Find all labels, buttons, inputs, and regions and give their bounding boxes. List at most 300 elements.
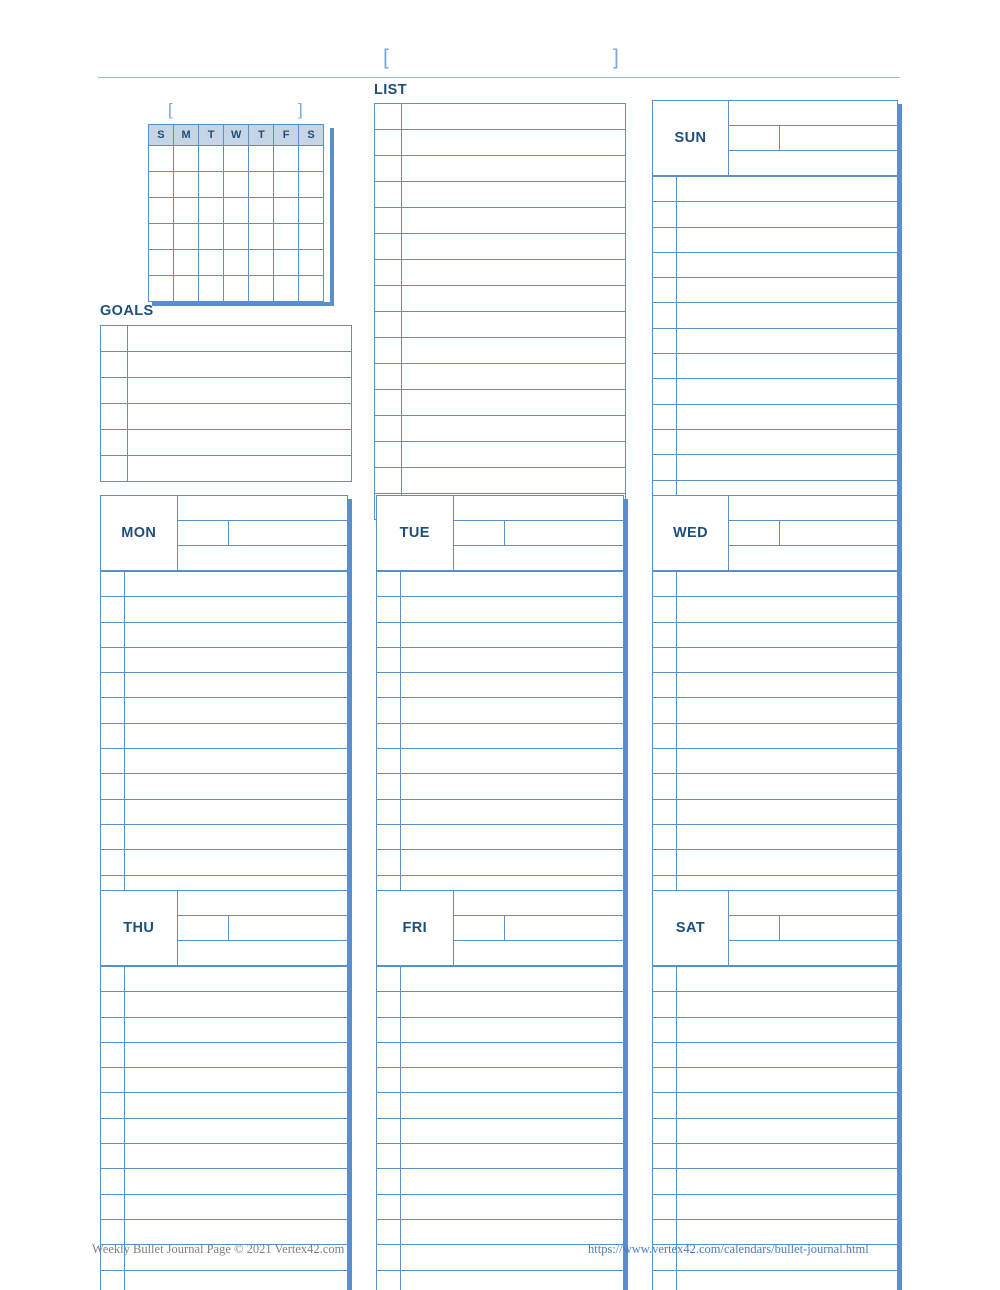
checkbox-cell[interactable]	[101, 378, 128, 404]
day-entry-cell[interactable]	[125, 992, 348, 1017]
day-top-field-2b[interactable]	[505, 521, 624, 546]
checkbox-cell[interactable]	[377, 824, 401, 849]
mini-calendar-day-cell[interactable]	[173, 250, 198, 276]
checkbox-cell[interactable]	[653, 572, 677, 597]
mini-calendar-day-cell[interactable]	[149, 276, 174, 302]
day-top-field-2a[interactable]	[453, 916, 505, 941]
day-header-mon[interactable]	[100, 495, 348, 571]
checkbox-cell[interactable]	[101, 967, 125, 992]
day-entry-cell[interactable]	[125, 824, 348, 849]
checkbox-cell[interactable]	[101, 673, 125, 698]
checkbox-cell[interactable]	[101, 1093, 125, 1118]
checkbox-cell[interactable]	[653, 177, 677, 202]
checkbox-cell[interactable]	[653, 429, 677, 454]
mini-calendar-day-cell[interactable]	[274, 250, 299, 276]
day-entry-cell[interactable]	[125, 1068, 348, 1093]
day-top-field-3[interactable]	[177, 546, 347, 571]
mini-calendar-day-cell[interactable]	[274, 172, 299, 198]
list-text-cell[interactable]	[402, 442, 626, 468]
checkbox-cell[interactable]	[653, 379, 677, 404]
mini-calendar-day-cell[interactable]	[149, 250, 174, 276]
mini-calendar-day-cell[interactable]	[149, 172, 174, 198]
day-top-field-1[interactable]	[728, 891, 897, 916]
checkbox-cell[interactable]	[375, 416, 402, 442]
day-top-field-2b[interactable]	[505, 916, 624, 941]
mini-calendar-day-cell[interactable]	[274, 276, 299, 302]
day-entry-cell[interactable]	[677, 1042, 898, 1067]
checkbox-cell[interactable]	[375, 104, 402, 130]
day-entry-cell[interactable]	[125, 597, 348, 622]
goal-text-cell[interactable]	[128, 404, 352, 430]
checkbox-cell[interactable]	[377, 622, 401, 647]
day-entry-cell[interactable]	[677, 647, 898, 672]
day-entry-cell[interactable]	[125, 673, 348, 698]
day-entry-cell[interactable]	[677, 1219, 898, 1244]
day-entry-cell[interactable]	[677, 673, 898, 698]
mini-calendar-day-cell[interactable]	[249, 224, 274, 250]
checkbox-cell[interactable]	[101, 1042, 125, 1067]
checkbox-cell[interactable]	[101, 1194, 125, 1219]
checkbox-cell[interactable]	[653, 1093, 677, 1118]
mini-calendar-day-cell[interactable]	[299, 276, 324, 302]
day-entry-cell[interactable]	[677, 1118, 898, 1143]
day-entry-cell[interactable]	[125, 1169, 348, 1194]
list-text-cell[interactable]	[402, 234, 626, 260]
day-body-wed[interactable]	[652, 571, 898, 926]
checkbox-cell[interactable]	[377, 992, 401, 1017]
day-entry-cell[interactable]	[401, 799, 624, 824]
mini-calendar-day-cell[interactable]	[173, 172, 198, 198]
checkbox-cell[interactable]	[377, 774, 401, 799]
day-header-fri[interactable]	[376, 890, 624, 966]
checkbox-cell[interactable]	[375, 468, 402, 494]
day-entry-cell[interactable]	[677, 967, 898, 992]
checkbox-cell[interactable]	[653, 647, 677, 672]
checkbox-cell[interactable]	[377, 1042, 401, 1067]
checkbox-cell[interactable]	[653, 1194, 677, 1219]
day-entry-cell[interactable]	[677, 799, 898, 824]
checkbox-cell[interactable]	[377, 1093, 401, 1118]
day-entry-cell[interactable]	[677, 850, 898, 875]
checkbox-cell[interactable]	[101, 430, 128, 456]
day-entry-cell[interactable]	[677, 1017, 898, 1042]
list-text-cell[interactable]	[402, 286, 626, 312]
day-body-tue[interactable]	[376, 571, 624, 926]
day-entry-cell[interactable]	[677, 1194, 898, 1219]
day-entry-cell[interactable]	[677, 429, 898, 454]
day-top-field-2a[interactable]	[728, 521, 779, 546]
day-entry-cell[interactable]	[677, 723, 898, 748]
checkbox-cell[interactable]	[101, 1017, 125, 1042]
day-entry-cell[interactable]	[677, 227, 898, 252]
checkbox-cell[interactable]	[101, 1118, 125, 1143]
checkbox-cell[interactable]	[375, 182, 402, 208]
day-entry-cell[interactable]	[677, 774, 898, 799]
checkbox-cell[interactable]	[653, 1068, 677, 1093]
mini-calendar-day-cell[interactable]	[149, 146, 174, 172]
checkbox-cell[interactable]	[101, 352, 128, 378]
checkbox-cell[interactable]	[101, 1219, 125, 1244]
day-top-field-1[interactable]	[728, 101, 897, 126]
day-header-wed[interactable]	[652, 495, 898, 571]
checkbox-cell[interactable]	[653, 992, 677, 1017]
day-entry-cell[interactable]	[125, 1042, 348, 1067]
checkbox-cell[interactable]	[653, 404, 677, 429]
day-top-field-2b[interactable]	[229, 916, 348, 941]
checkbox-cell[interactable]	[653, 1042, 677, 1067]
day-entry-cell[interactable]	[677, 404, 898, 429]
day-header-tue[interactable]	[376, 495, 624, 571]
checkbox-cell[interactable]	[377, 597, 401, 622]
day-entry-cell[interactable]	[125, 774, 348, 799]
day-top-field-3[interactable]	[728, 546, 897, 571]
day-entry-cell[interactable]	[401, 597, 624, 622]
day-entry-cell[interactable]	[677, 202, 898, 227]
checkbox-cell[interactable]	[375, 156, 402, 182]
day-entry-cell[interactable]	[677, 1068, 898, 1093]
day-entry-cell[interactable]	[401, 723, 624, 748]
day-entry-cell[interactable]	[677, 824, 898, 849]
list-text-cell[interactable]	[402, 182, 626, 208]
day-entry-row	[653, 622, 898, 647]
day-top-field-2b[interactable]	[780, 126, 898, 151]
day-entry-cell[interactable]	[401, 1042, 624, 1067]
list-text-cell[interactable]	[402, 390, 626, 416]
day-entry-cell[interactable]	[401, 1169, 624, 1194]
checkbox-cell[interactable]	[377, 673, 401, 698]
list-text-cell[interactable]	[402, 208, 626, 234]
day-entry-cell[interactable]	[401, 1093, 624, 1118]
mini-calendar-day-cell[interactable]	[223, 250, 248, 276]
day-top-field-2a[interactable]	[177, 521, 229, 546]
mini-calendar-month-field[interactable]	[148, 100, 330, 124]
checkbox-cell[interactable]	[377, 850, 401, 875]
list-table[interactable]	[374, 103, 626, 520]
day-entry-cell[interactable]	[125, 698, 348, 723]
list-text-cell[interactable]	[402, 468, 626, 494]
checkbox-cell[interactable]	[101, 1068, 125, 1093]
checkbox-cell[interactable]	[377, 1245, 401, 1270]
day-entry-cell[interactable]	[677, 749, 898, 774]
checkbox-cell[interactable]	[101, 698, 125, 723]
checkbox-cell[interactable]	[653, 1017, 677, 1042]
day-entry-cell[interactable]	[677, 572, 898, 597]
day-entry-cell[interactable]	[125, 647, 348, 672]
checkbox-cell[interactable]	[101, 850, 125, 875]
checkbox-cell[interactable]	[375, 286, 402, 312]
mini-calendar-day-cell[interactable]	[173, 146, 198, 172]
checkbox-cell[interactable]	[377, 572, 401, 597]
day-entry-cell[interactable]	[677, 455, 898, 480]
mini-calendar-day-cell[interactable]	[199, 276, 224, 302]
checkbox-cell[interactable]	[101, 1270, 125, 1290]
day-entry-cell[interactable]	[401, 647, 624, 672]
list-text-cell[interactable]	[402, 260, 626, 286]
day-entry-cell[interactable]	[125, 1144, 348, 1169]
day-entry-cell[interactable]	[125, 622, 348, 647]
day-top-field-2a[interactable]	[728, 916, 779, 941]
checkbox-cell[interactable]	[653, 1270, 677, 1290]
checkbox-cell[interactable]	[653, 278, 677, 303]
day-entry-cell[interactable]	[401, 1017, 624, 1042]
mini-calendar-day-cell[interactable]	[223, 198, 248, 224]
mini-calendar-day-cell[interactable]	[149, 198, 174, 224]
checkbox-cell[interactable]	[653, 1144, 677, 1169]
day-entry-cell[interactable]	[677, 1093, 898, 1118]
day-entry-cell[interactable]	[125, 1118, 348, 1143]
goal-text-cell[interactable]	[128, 430, 352, 456]
day-top-field-2a[interactable]	[728, 126, 779, 151]
checkbox-cell[interactable]	[101, 723, 125, 748]
checkbox-cell[interactable]	[377, 1194, 401, 1219]
day-entry-cell[interactable]	[125, 1017, 348, 1042]
checkbox-cell[interactable]	[653, 749, 677, 774]
mini-calendar-day-cell[interactable]	[249, 146, 274, 172]
list-text-cell[interactable]	[402, 130, 626, 156]
mini-calendar-day-cell[interactable]	[173, 224, 198, 250]
mini-calendar-day-cell[interactable]	[249, 172, 274, 198]
mini-calendar-day-cell[interactable]	[299, 172, 324, 198]
checkbox-cell[interactable]	[375, 234, 402, 260]
day-entry-cell[interactable]	[125, 572, 348, 597]
goal-text-cell[interactable]	[128, 456, 352, 482]
day-entry-cell[interactable]	[125, 850, 348, 875]
checkbox-cell[interactable]	[375, 338, 402, 364]
goal-text-cell[interactable]	[128, 326, 352, 352]
day-entry-cell[interactable]	[125, 799, 348, 824]
checkbox-cell[interactable]	[653, 252, 677, 277]
day-top-field-1[interactable]	[177, 496, 347, 521]
checkbox-cell[interactable]	[653, 328, 677, 353]
list-text-cell[interactable]	[402, 364, 626, 390]
checkbox-cell[interactable]	[377, 698, 401, 723]
mini-calendar-day-cell[interactable]	[223, 276, 248, 302]
checkbox-cell[interactable]	[377, 1118, 401, 1143]
day-top-field-2b[interactable]	[780, 521, 898, 546]
day-top-field-3[interactable]	[453, 941, 623, 966]
mini-calendar-day-cell[interactable]	[249, 198, 274, 224]
day-entry-cell[interactable]	[677, 177, 898, 202]
day-entry-cell[interactable]	[677, 597, 898, 622]
day-body-fri[interactable]	[376, 966, 624, 1290]
day-entry-cell[interactable]	[677, 278, 898, 303]
day-entry-cell[interactable]	[125, 1093, 348, 1118]
day-entry-cell[interactable]	[401, 967, 624, 992]
goal-text-cell[interactable]	[128, 378, 352, 404]
checkbox-cell[interactable]	[653, 1118, 677, 1143]
day-top-field-1[interactable]	[728, 496, 897, 521]
checkbox-cell[interactable]	[375, 130, 402, 156]
day-entry-cell[interactable]	[401, 1068, 624, 1093]
mini-calendar-day-cell[interactable]	[223, 172, 248, 198]
checkbox-cell[interactable]	[101, 326, 128, 352]
day-entry-cell[interactable]	[125, 749, 348, 774]
day-top-field-3[interactable]	[177, 941, 347, 966]
day-entry-cell[interactable]	[125, 723, 348, 748]
list-text-cell[interactable]	[402, 338, 626, 364]
day-entry-cell[interactable]	[401, 1144, 624, 1169]
checkbox-cell[interactable]	[375, 442, 402, 468]
checkbox-cell[interactable]	[377, 1017, 401, 1042]
day-top-field-2a[interactable]	[177, 916, 229, 941]
day-entry-cell[interactable]	[125, 1270, 348, 1290]
checkbox-cell[interactable]	[101, 404, 128, 430]
day-entry-cell[interactable]	[677, 622, 898, 647]
day-top-field-3[interactable]	[728, 151, 897, 176]
mini-calendar-day-cell[interactable]	[199, 198, 224, 224]
checkbox-cell[interactable]	[653, 723, 677, 748]
checkbox-cell[interactable]	[653, 597, 677, 622]
goal-text-cell[interactable]	[128, 352, 352, 378]
day-entry-cell[interactable]	[677, 1144, 898, 1169]
day-entry-cell[interactable]	[125, 1194, 348, 1219]
list-text-cell[interactable]	[402, 104, 626, 130]
day-top-field-2b[interactable]	[780, 916, 898, 941]
checkbox-cell[interactable]	[375, 364, 402, 390]
checkbox-cell[interactable]	[375, 390, 402, 416]
mini-calendar-day-cell[interactable]	[299, 198, 324, 224]
day-entry-cell[interactable]	[677, 303, 898, 328]
mini-calendar-day-cell[interactable]	[274, 198, 299, 224]
mini-calendar-day-cell[interactable]	[149, 224, 174, 250]
list-text-cell[interactable]	[402, 416, 626, 442]
checkbox-cell[interactable]	[653, 622, 677, 647]
checkbox-cell[interactable]	[377, 749, 401, 774]
day-entry-cell[interactable]	[677, 328, 898, 353]
mini-calendar-day-cell[interactable]	[274, 146, 299, 172]
checkbox-cell[interactable]	[377, 1169, 401, 1194]
checkbox-cell[interactable]	[653, 698, 677, 723]
checkbox-cell[interactable]	[101, 597, 125, 622]
mini-calendar-day-cell[interactable]	[199, 172, 224, 198]
day-entry-cell[interactable]	[677, 1270, 898, 1290]
day-top-field-3[interactable]	[728, 941, 897, 966]
checkbox-cell[interactable]	[653, 774, 677, 799]
day-entry-cell[interactable]	[401, 698, 624, 723]
day-entry-cell[interactable]	[401, 850, 624, 875]
checkbox-cell[interactable]	[653, 1219, 677, 1244]
checkbox-cell[interactable]	[377, 723, 401, 748]
checkbox-cell[interactable]	[653, 354, 677, 379]
day-top-field-1[interactable]	[453, 891, 623, 916]
mini-calendar-day-cell[interactable]	[223, 146, 248, 172]
day-entry-cell[interactable]	[125, 967, 348, 992]
day-entry-cell[interactable]	[677, 992, 898, 1017]
checkbox-cell[interactable]	[653, 227, 677, 252]
day-entry-cell[interactable]	[125, 1219, 348, 1244]
checkbox-cell[interactable]	[377, 1219, 401, 1244]
checkbox-cell[interactable]	[377, 1144, 401, 1169]
mini-calendar-day-cell[interactable]	[173, 198, 198, 224]
day-entry-cell[interactable]	[401, 1118, 624, 1143]
day-body-sun[interactable]	[652, 176, 898, 531]
checkbox-cell[interactable]	[377, 1068, 401, 1093]
day-top-field-1[interactable]	[453, 496, 623, 521]
day-entry-cell[interactable]	[677, 1169, 898, 1194]
checkbox-cell[interactable]	[101, 1144, 125, 1169]
day-entry-cell[interactable]	[401, 1219, 624, 1244]
mini-calendar-table[interactable]	[148, 124, 324, 302]
footer-url[interactable]: https://www.vertex42.com/calendars/bullet-journal.html	[588, 1242, 869, 1256]
mini-calendar-day-cell[interactable]	[249, 276, 274, 302]
mini-calendar-day-cell[interactable]	[299, 146, 324, 172]
checkbox-cell[interactable]	[377, 1270, 401, 1290]
checkbox-cell[interactable]	[653, 850, 677, 875]
day-entry-cell[interactable]	[401, 1194, 624, 1219]
checkbox-cell[interactable]	[653, 455, 677, 480]
checkbox-cell[interactable]	[377, 647, 401, 672]
mini-calendar-day-cell[interactable]	[199, 250, 224, 276]
day-entry-cell[interactable]	[401, 673, 624, 698]
day-header-sun[interactable]	[652, 100, 898, 176]
day-entry-cell[interactable]	[401, 572, 624, 597]
checkbox-cell[interactable]	[101, 622, 125, 647]
mini-calendar-day-cell[interactable]	[299, 224, 324, 250]
list-text-cell[interactable]	[402, 312, 626, 338]
day-entry-cell[interactable]	[401, 774, 624, 799]
day-entry-cell[interactable]	[401, 622, 624, 647]
checkbox-cell[interactable]	[653, 799, 677, 824]
checkbox-cell[interactable]	[653, 202, 677, 227]
list-text-cell[interactable]	[402, 156, 626, 182]
checkbox-cell[interactable]	[101, 824, 125, 849]
goals-table[interactable]	[100, 325, 352, 482]
checkbox-cell[interactable]	[377, 799, 401, 824]
checkbox-cell[interactable]	[101, 572, 125, 597]
day-top-field-1[interactable]	[177, 891, 347, 916]
day-entry-cell[interactable]	[401, 824, 624, 849]
checkbox-cell[interactable]	[101, 456, 128, 482]
day-entry-cell[interactable]	[401, 749, 624, 774]
day-header-sat[interactable]	[652, 890, 898, 966]
checkbox-cell[interactable]	[101, 749, 125, 774]
day-top-field-2b[interactable]	[229, 521, 348, 546]
day-entry-cell[interactable]	[401, 1270, 624, 1290]
checkbox-cell[interactable]	[653, 967, 677, 992]
day-entry-cell[interactable]	[677, 379, 898, 404]
day-header-thu[interactable]	[100, 890, 348, 966]
mini-calendar-day-cell[interactable]	[199, 146, 224, 172]
checkbox-cell[interactable]	[653, 303, 677, 328]
day-body-mon[interactable]	[100, 571, 348, 926]
checkbox-cell[interactable]	[101, 799, 125, 824]
mini-calendar-day-cell[interactable]	[223, 224, 248, 250]
mini-calendar-day-cell[interactable]	[299, 250, 324, 276]
day-top-field-2a[interactable]	[453, 521, 505, 546]
checkbox-cell[interactable]	[375, 312, 402, 338]
mini-calendar-day-cell[interactable]	[274, 224, 299, 250]
mini-calendar-day-cell[interactable]	[173, 276, 198, 302]
checkbox-cell[interactable]	[377, 967, 401, 992]
checkbox-cell[interactable]	[101, 1169, 125, 1194]
day-top-field-3[interactable]	[453, 546, 623, 571]
checkbox-cell[interactable]	[653, 673, 677, 698]
mini-calendar-day-cell[interactable]	[249, 250, 274, 276]
checkbox-cell[interactable]	[101, 992, 125, 1017]
day-entry-cell[interactable]	[677, 354, 898, 379]
checkbox-cell[interactable]	[653, 824, 677, 849]
mini-calendar-day-cell[interactable]	[199, 224, 224, 250]
checkbox-cell[interactable]	[101, 647, 125, 672]
day-entry-cell[interactable]	[677, 698, 898, 723]
day-card-tue	[376, 495, 624, 926]
checkbox-cell[interactable]	[653, 1169, 677, 1194]
day-entry-cell[interactable]	[677, 252, 898, 277]
checkbox-cell[interactable]	[375, 260, 402, 286]
day-entry-cell[interactable]	[401, 992, 624, 1017]
checkbox-cell[interactable]	[375, 208, 402, 234]
checkbox-cell[interactable]	[101, 774, 125, 799]
